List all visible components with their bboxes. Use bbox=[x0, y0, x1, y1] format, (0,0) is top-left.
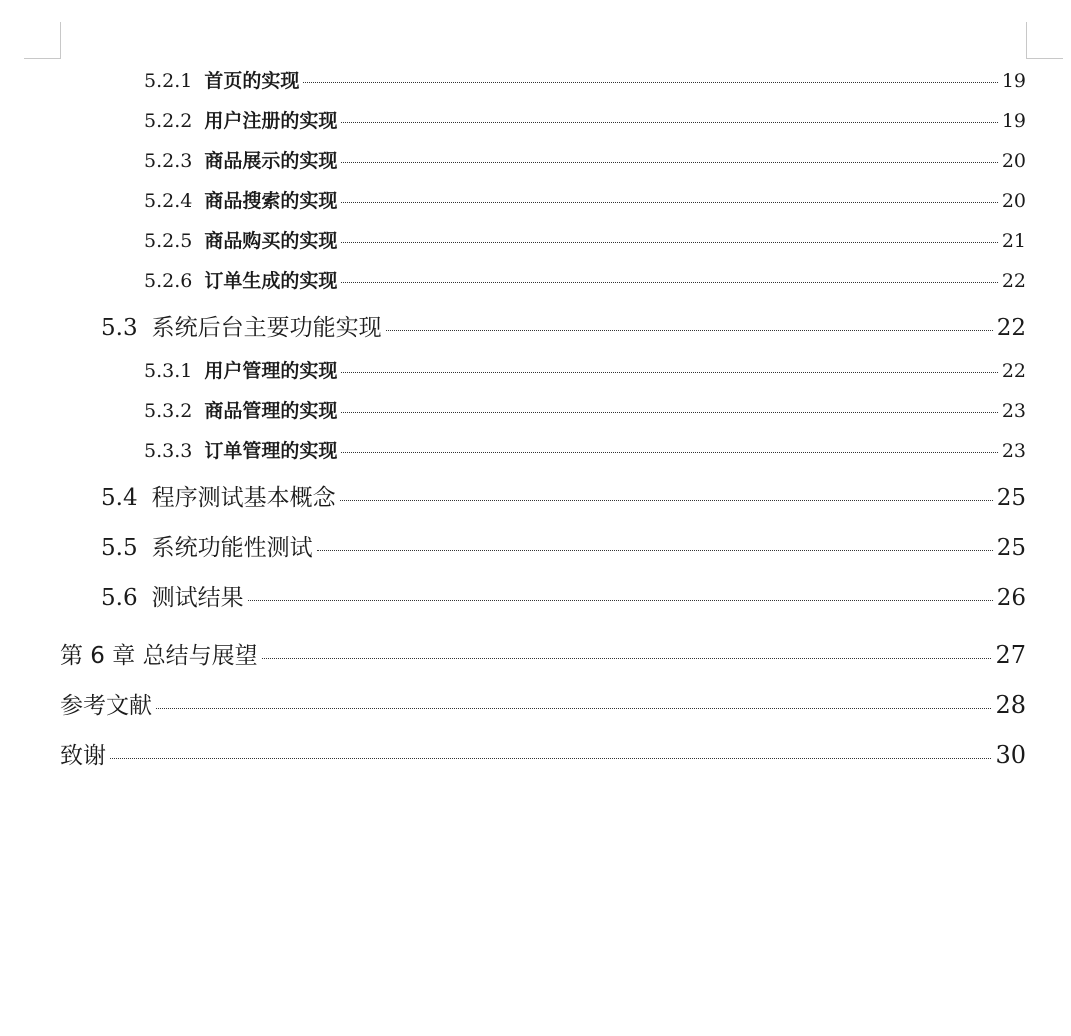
toc-page-number: 20 bbox=[1001, 190, 1026, 212]
toc-page-number: 26 bbox=[996, 585, 1026, 611]
page-corner-mark-top-right bbox=[1026, 22, 1063, 59]
toc-page-number: 27 bbox=[995, 641, 1026, 669]
toc-page-number: 23 bbox=[1001, 440, 1026, 462]
toc-title: 商品展示的实现 bbox=[204, 150, 338, 172]
dot-leader bbox=[156, 708, 991, 709]
toc-entry-5-6[interactable] bbox=[101, 579, 1026, 612]
toc-entry-5-2-3[interactable] bbox=[144, 146, 1026, 173]
page-corner-mark-top-left bbox=[24, 22, 61, 59]
toc-page-number: 22 bbox=[996, 315, 1026, 341]
toc-number: 5.2.1 bbox=[144, 70, 193, 92]
toc-number: 5.5 bbox=[101, 535, 138, 561]
toc-title: 用户注册的实现 bbox=[204, 110, 338, 132]
toc-entry-5-2-4[interactable] bbox=[144, 186, 1026, 213]
toc-number: 5.4 bbox=[101, 485, 138, 511]
toc-title: 订单生成的实现 bbox=[204, 270, 338, 292]
toc-page-number: 19 bbox=[1001, 70, 1026, 92]
toc-entry-5-5[interactable] bbox=[101, 529, 1026, 562]
toc-title: 致谢 bbox=[60, 743, 106, 769]
toc-number: 5.2.5 bbox=[144, 230, 193, 252]
toc-entry-acknowledgements[interactable] bbox=[60, 737, 1026, 770]
toc-page-number: 22 bbox=[1001, 360, 1026, 382]
toc-entry-5-3-3[interactable] bbox=[144, 436, 1026, 463]
toc-page-number: 25 bbox=[996, 485, 1026, 511]
toc-number: 5.6 bbox=[101, 585, 138, 611]
toc-page-number: 22 bbox=[1001, 270, 1026, 292]
dot-leader bbox=[317, 550, 993, 551]
dot-leader bbox=[341, 452, 997, 453]
dot-leader bbox=[341, 162, 997, 163]
toc-title: 商品购买的实现 bbox=[204, 230, 338, 252]
toc-number: 5.2.4 bbox=[144, 190, 193, 212]
toc-title: 系统后台主要功能实现 bbox=[151, 315, 382, 341]
toc-title: 商品搜索的实现 bbox=[204, 190, 338, 212]
toc-page-number: 21 bbox=[1001, 230, 1026, 252]
dot-leader bbox=[303, 82, 997, 83]
toc-title: 参考文献 bbox=[60, 693, 152, 719]
dot-leader bbox=[341, 122, 997, 123]
toc-entry-5-3[interactable] bbox=[101, 309, 1026, 342]
dot-leader bbox=[341, 372, 997, 373]
toc-entry-5-2-6[interactable] bbox=[144, 266, 1026, 293]
toc-number: 5.2.6 bbox=[144, 270, 193, 292]
dot-leader bbox=[262, 658, 992, 659]
dot-leader bbox=[110, 758, 991, 759]
toc-entry-5-4[interactable] bbox=[101, 479, 1026, 512]
dot-leader bbox=[341, 282, 997, 283]
toc-title: 商品管理的实现 bbox=[204, 400, 338, 422]
dot-leader bbox=[386, 330, 993, 331]
toc-entry-5-2-5[interactable] bbox=[144, 226, 1026, 253]
dot-leader bbox=[341, 242, 997, 243]
toc-title: 第 6 章 总结与展望 bbox=[60, 643, 258, 669]
toc-entry-5-2-2[interactable] bbox=[144, 106, 1026, 133]
toc-entry-chapter-6[interactable] bbox=[60, 637, 1026, 670]
toc-page-number: 19 bbox=[1001, 110, 1026, 132]
toc-number: 5.2.2 bbox=[144, 110, 193, 132]
toc-number: 5.3.2 bbox=[144, 400, 193, 422]
toc-title: 测试结果 bbox=[151, 585, 244, 611]
dot-leader bbox=[341, 202, 997, 203]
toc-page-number: 30 bbox=[995, 741, 1026, 769]
toc-title: 程序测试基本概念 bbox=[151, 485, 336, 511]
toc-title: 系统功能性测试 bbox=[151, 535, 313, 561]
toc-title: 订单管理的实现 bbox=[204, 440, 338, 462]
toc-number: 5.3.1 bbox=[144, 360, 193, 382]
toc-entry-5-2-1[interactable] bbox=[144, 66, 1026, 93]
toc-title: 首页的实现 bbox=[204, 70, 300, 92]
toc-title: 用户管理的实现 bbox=[204, 360, 338, 382]
toc-entry-references[interactable] bbox=[60, 687, 1026, 720]
toc-number: 5.3 bbox=[101, 315, 138, 341]
toc-page-number: 23 bbox=[1001, 400, 1026, 422]
dot-leader bbox=[340, 500, 993, 501]
toc-entry-5-3-2[interactable] bbox=[144, 396, 1026, 423]
toc-page-number: 25 bbox=[996, 535, 1026, 561]
toc-number: 5.3.3 bbox=[144, 440, 193, 462]
toc-entry-5-3-1[interactable] bbox=[144, 356, 1026, 383]
toc-page-number: 20 bbox=[1001, 150, 1026, 172]
toc-page-number: 28 bbox=[995, 691, 1026, 719]
toc-number: 5.2.3 bbox=[144, 150, 193, 172]
dot-leader bbox=[341, 412, 997, 413]
dot-leader bbox=[248, 600, 993, 601]
